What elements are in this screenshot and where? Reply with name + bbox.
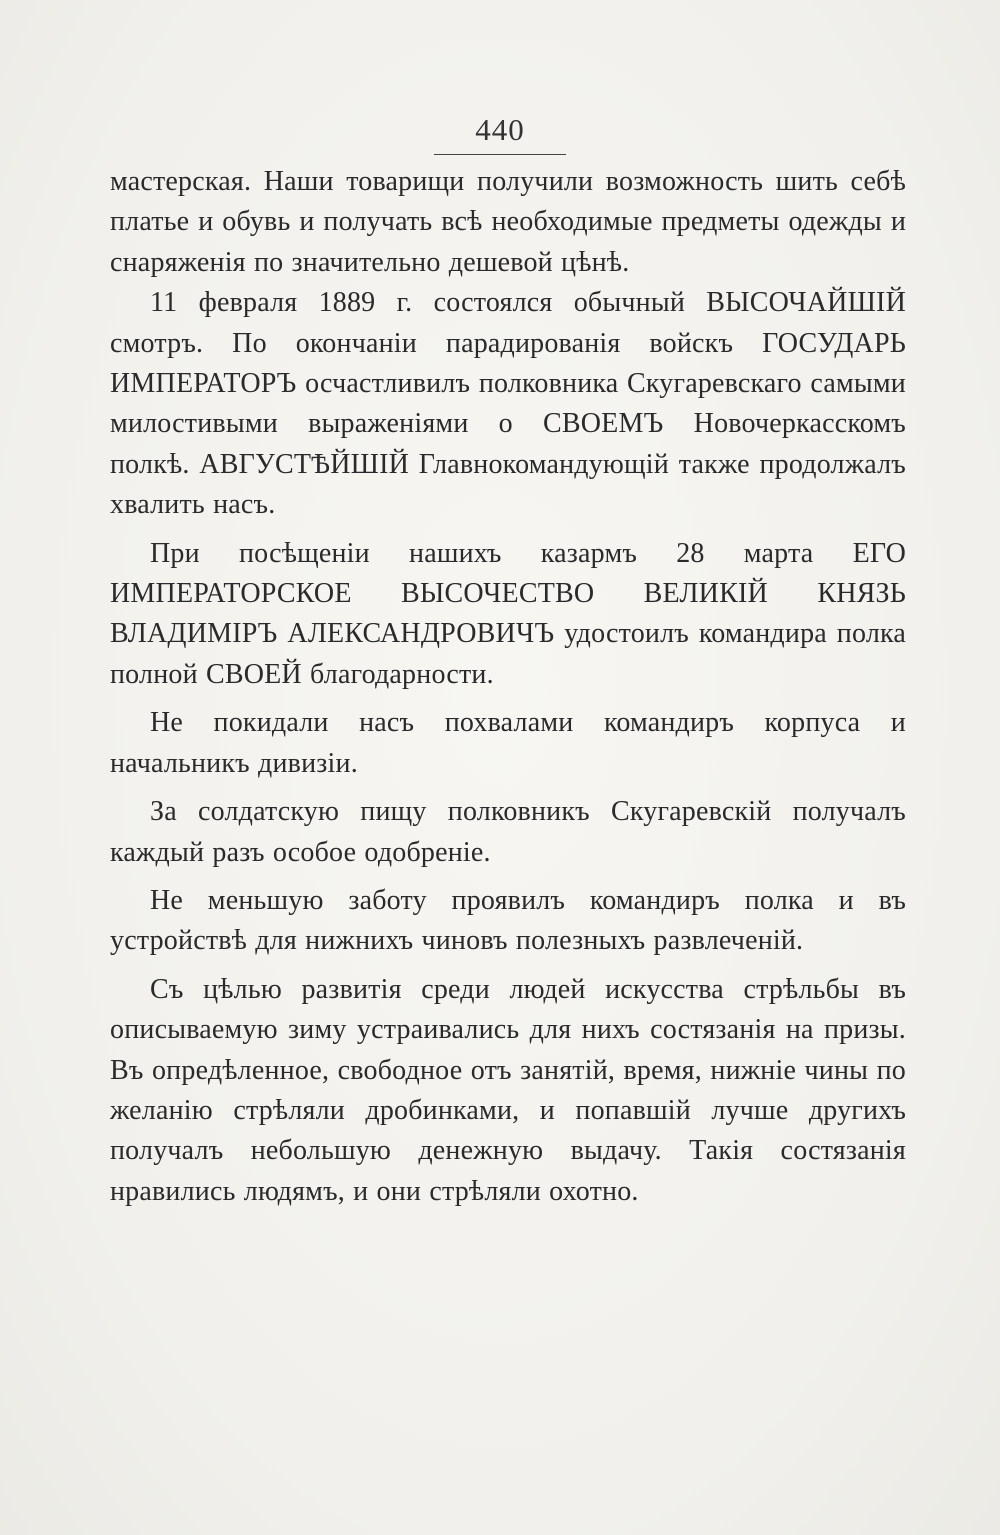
paragraph-5: За солдатскую пищу полковникъ Скугаревскій получалъ каждый разъ особое одобреніе.	[110, 796, 906, 868]
paragraph-4: Не покидали насъ похвалами командиръ корпуса и начальникъ дивизіи.	[110, 707, 906, 779]
page-number: 440	[475, 112, 525, 147]
paragraph-1: мастерская. Наши товарищи получили возможность шить себѣ платье и обувь и получать всѣ необходимые предметы одежды и снаряженія по значительно дешевой цѣнѣ.	[110, 166, 906, 278]
body-text	[110, 162, 906, 1212]
header-rule	[434, 154, 566, 155]
paragraph-2: 11 февраля 1889 г. состоялся обычный ВЫСОЧАЙШІЙ смотръ. По окончаніи парадированія войскъ ГОСУДАРЬ ИМПЕРАТОРЪ осчастливилъ полковника Скугаревскаго самыми милостивыми выраженіями о СВОЕМЪ Новочеркасскомъ полкѣ. АВГУСТѢЙШІЙ Главнокомандующій также продолжалъ хвалить насъ.	[110, 287, 906, 521]
page-header	[0, 112, 1000, 155]
paragraph-3: При посѣщеніи нашихъ казармъ 28 марта ЕГО ИМПЕРАТОРСКОЕ ВЫСОЧЕСТВО ВЕЛИКІЙ КНЯЗЬ ВЛАДИМІРЪ АЛЕКСАНДРОВИЧЪ удостоилъ командира полка полной СВОЕЙ благодарности.	[110, 537, 906, 690]
paragraph-6: Не меньшую заботу проявилъ командиръ полка и въ устройствѣ для нижнихъ чиновъ полезныхъ развлеченій.	[110, 884, 906, 957]
paragraph-7: Съ цѣлью развитія среди людей искусства стрѣльбы въ описываемую зиму устраивались для нихъ состязанія на призы. Въ опредѣленное, свободное отъ занятій, время, нижніе чины по желанію стрѣляли дробинками, и попавшій лучше другихъ получалъ небольшую денежную выдачу. Такія состязанія нравились людямъ, и они стрѣляли охотно.	[110, 973, 906, 1207]
